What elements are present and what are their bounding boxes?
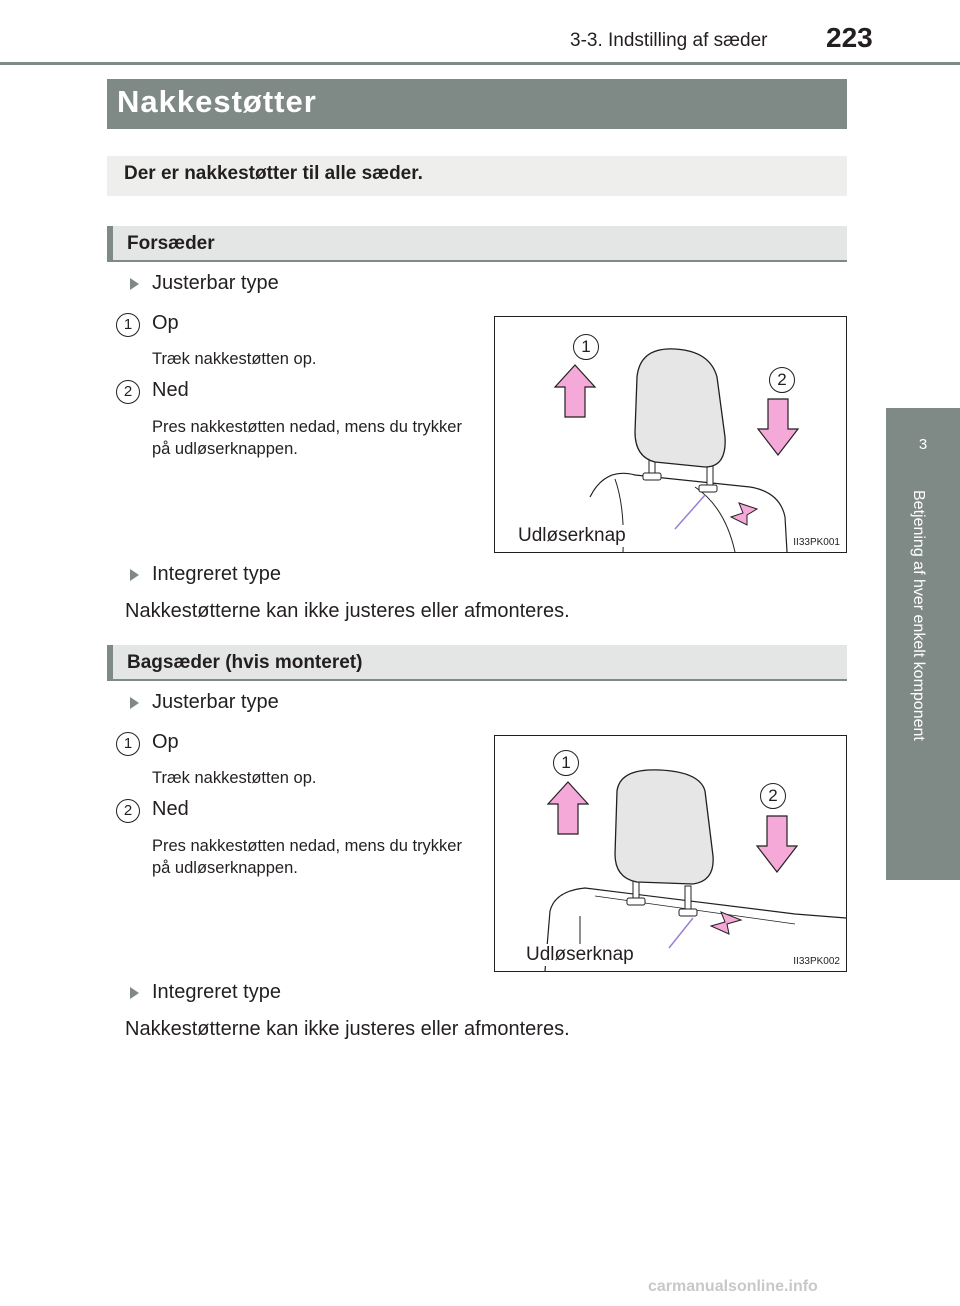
intro-text: Der er nakkestøtter til alle sæder. (124, 163, 423, 184)
section-accent (107, 226, 113, 262)
pointer-line (669, 918, 693, 948)
figure-label: Udløserknap (518, 525, 626, 546)
step-description: Pres nakkestøtten nedad, mens du trykker på udløserknappen. (152, 837, 462, 877)
figure-label: Udløserknap (526, 944, 634, 965)
push-arrow-icon (711, 912, 741, 934)
post-guide (643, 473, 661, 480)
step-label: Ned (152, 379, 189, 401)
headrest-post (685, 886, 691, 911)
down-arrow-icon (757, 816, 797, 872)
step-number-badge: 2 (116, 380, 140, 404)
down-arrow-icon (758, 399, 798, 455)
bullet-triangle-icon (130, 697, 139, 709)
up-arrow-icon (548, 782, 588, 834)
section-heading-rear (107, 645, 847, 681)
figure-code: II33PK001 (793, 537, 840, 548)
bullet-triangle-icon (130, 278, 139, 290)
step-description: Pres nakkestøtten nedad, mens du trykker på udløserknappen. (152, 418, 462, 458)
step-label: Op (152, 731, 179, 753)
bullet-triangle-icon (130, 987, 139, 999)
step-description: Træk nakkestøtten op. (152, 350, 317, 368)
page-title: Nakkestøtter (117, 84, 317, 119)
figure-front-headrest (494, 316, 847, 553)
section-accent (107, 645, 113, 681)
step-number-badge: 2 (116, 799, 140, 823)
up-arrow-icon (555, 365, 595, 417)
note-paragraph: Nakkestøtterne kan ikke justeres eller afmonteres. (125, 600, 570, 622)
bullet-text: Justerbar type (152, 691, 279, 713)
section-heading-text: Forsæder (127, 233, 215, 254)
bullet-adjustable-front (128, 272, 279, 295)
bullet-text: Integreret type (152, 563, 281, 585)
step-number-badge: 1 (116, 313, 140, 337)
pointer-line (675, 495, 705, 529)
figure-rear-headrest (494, 735, 847, 972)
step-label: Ned (152, 798, 189, 820)
headrest (615, 770, 713, 884)
bullet-text: Integreret type (152, 981, 281, 1003)
watermark: carmanualsonline.info (648, 1278, 818, 1295)
post-guide (627, 898, 645, 905)
bullet-integrated-rear (128, 981, 281, 1004)
bullet-text: Justerbar type (152, 272, 279, 294)
rear-headrest-illustration (495, 736, 846, 971)
release-button (699, 485, 717, 492)
headrest (635, 349, 725, 467)
release-button (679, 909, 697, 916)
bullet-adjustable-rear (128, 691, 279, 714)
push-arrow-icon (731, 503, 757, 525)
callout-2-badge: 2 (769, 367, 795, 393)
chapter-number: 3 (918, 435, 928, 453)
callout-1-badge: 1 (553, 750, 579, 776)
callout-2-badge: 2 (760, 783, 786, 809)
step-label: Op (152, 312, 179, 334)
chapter-tab (886, 408, 960, 480)
seat-seam (695, 487, 735, 552)
section-heading-text: Bagsæder (hvis monteret) (127, 652, 363, 673)
figure-code: II33PK002 (793, 956, 840, 967)
running-header-section: 3-3. Indstilling af sæder (570, 30, 768, 51)
step-description: Træk nakkestøtten op. (152, 769, 317, 787)
bullet-triangle-icon (130, 569, 139, 581)
section-heading-front (107, 226, 847, 262)
front-headrest-illustration (495, 317, 846, 552)
callout-1-badge: 1 (573, 334, 599, 360)
header-rule (0, 62, 960, 65)
step-number-badge: 1 (116, 732, 140, 756)
chapter-title: Betjening af hver enkelt komponent (910, 490, 927, 741)
note-paragraph: Nakkestøtterne kan ikke justeres eller afmonteres. (125, 1018, 570, 1040)
bullet-integrated-front (128, 563, 281, 586)
page-number: 223 (826, 22, 873, 53)
